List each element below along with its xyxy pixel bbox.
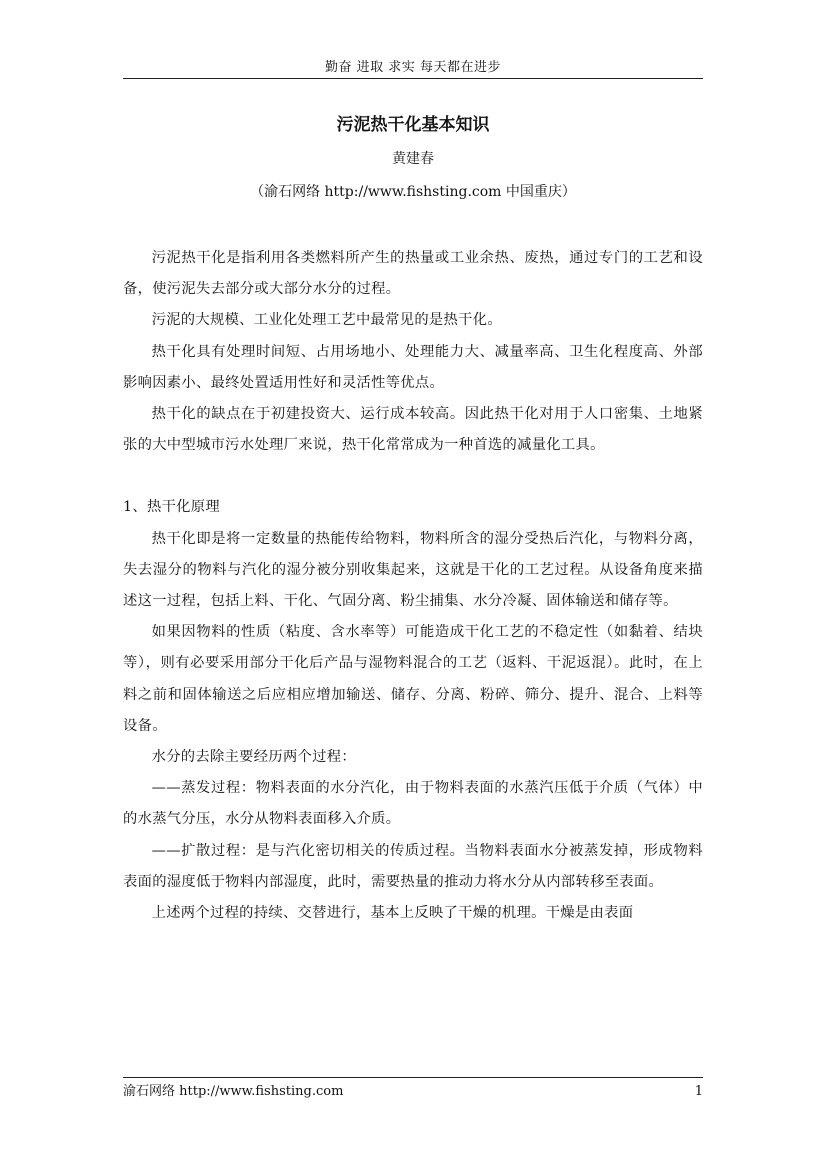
- document-affiliation: （渝石网络 http://www.fishsting.com 中国重庆）: [250, 184, 576, 200]
- paragraph-advantages: 热干化具有处理时间短、占用场地小、处理能力大、减量率高、卫生化程度高、外部影响因素小、最终处置适用性好和灵活性等优点。: [123, 343, 703, 391]
- paragraph-backmixing: 如果因物料的性质（粘度、含水率等）可能造成干化工艺的不稳定性（如黏着、结块等），则有必要采用部分干化后产品与湿物料混合的工艺（返料、干泥返混）。此时，在上料之前和固体输送之后应相应增加输送、储存、分离、粉碎、筛分、提升、混合、上料等设备。: [123, 624, 703, 734]
- paragraph-mechanism: 上述两个过程的持续、交替进行，基本上反映了干燥的机理。干燥是由表面: [151, 905, 634, 922]
- page-number: 1: [694, 1084, 703, 1099]
- paragraph-principle: 热干化即是将一定数量的热能传给物料，物料所含的湿分受热后汽化，与物料分离，失去湿分的物料与汽化的湿分被分别收集起来，这就是干化的工艺过程。从设备角度来描述这一过程，包括上料、干化、气固分离、粉尘捕集、水分冷凝、固体输送和储存等。: [123, 530, 703, 610]
- document-title: 污泥热干化基本知识: [336, 115, 490, 135]
- document-body: [123, 243, 703, 929]
- document-author: 黄建春: [392, 151, 434, 167]
- footer-site: 渝石网络 http://www.fishsting.com: [123, 1084, 344, 1099]
- paragraph-evaporation: ——蒸发过程：物料表面的水分汽化，由于物料表面的水蒸汽压低于介质（气体）中的水蒸气分压，水分从物料表面移入介质。: [123, 780, 703, 828]
- paragraph-two-processes: 水分的去除主要经历两个过程：: [151, 749, 356, 766]
- header-rule: [123, 78, 703, 79]
- footer-rule: [123, 1077, 703, 1078]
- paragraph-disadvantages: 热干化的缺点在于初建投资大、运行成本较高。因此热干化对用于人口密集、土地紧张的大中型城市污水处理厂来说，热干化常常成为一种首选的减量化工具。: [123, 406, 703, 454]
- paragraph-common-process: 污泥的大规模、工业化处理工艺中最常见的是热干化。: [151, 312, 502, 329]
- page-header-motto: 勤奋 进取 求实 每天都在进步: [325, 60, 501, 75]
- paragraph-diffusion: ——扩散过程：是与汽化密切相关的传质过程。当物料表面水分被蒸发掉，形成物料表面的湿度低于物料内部湿度，此时，需要热量的推动力将水分从内部转移至表面。: [123, 842, 703, 890]
- section-heading-principle: 1、热干化原理: [123, 499, 220, 516]
- paragraph-definition: 污泥热干化是指利用各类燃料所产生的热量或工业余热、废热，通过专门的工艺和设备，使污泥失去部分或大部分水分的过程。: [123, 250, 703, 298]
